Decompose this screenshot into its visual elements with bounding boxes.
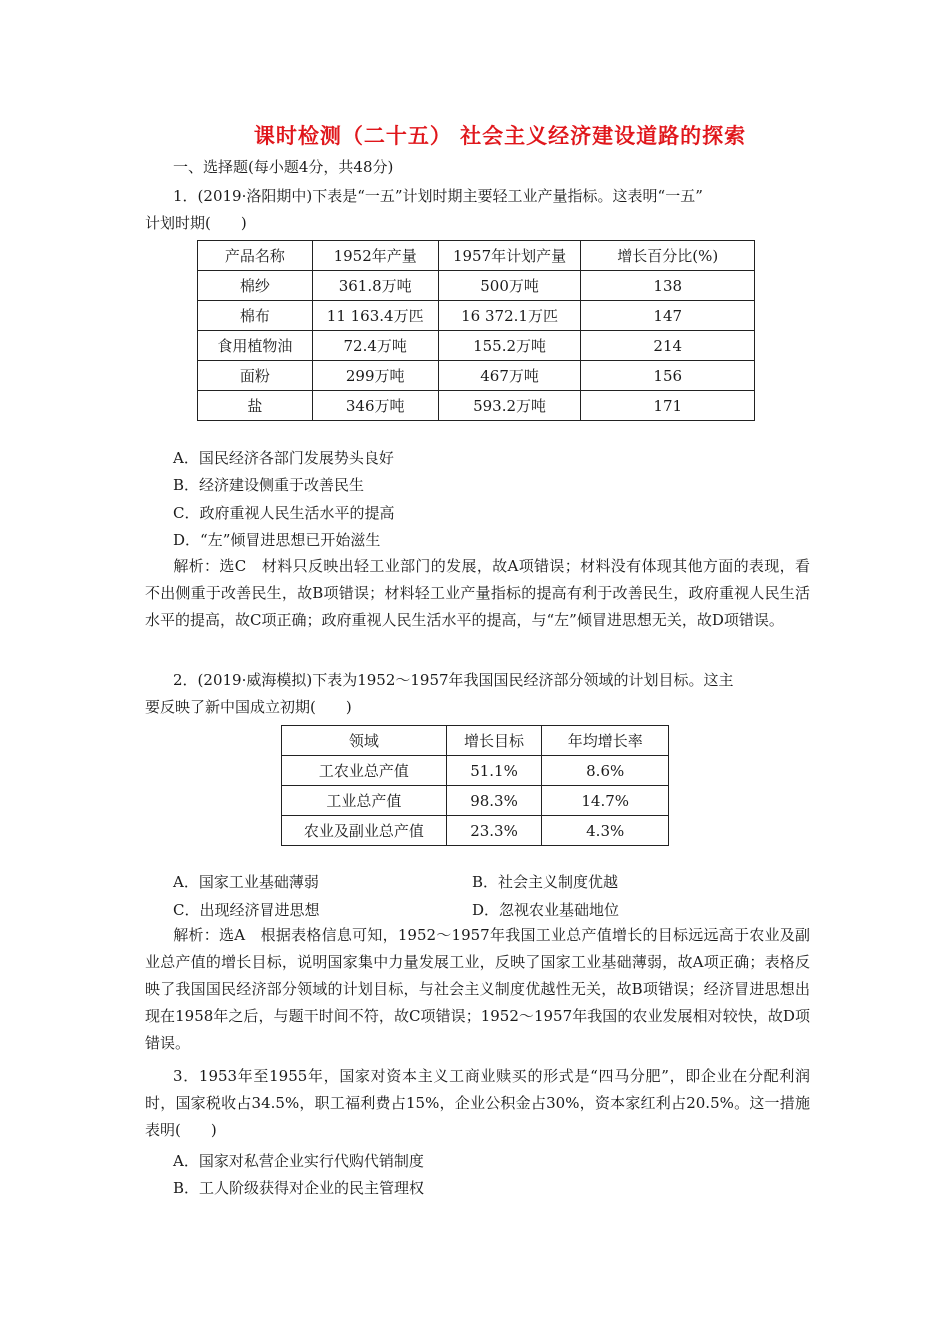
table-cell: 214 (581, 331, 755, 361)
table-cell: 171 (581, 391, 755, 421)
table-cell: 工农业总产值 (282, 756, 447, 786)
q2-option-b: B．社会主义制度优越 (472, 873, 619, 891)
table-header-row (198, 241, 755, 271)
section-heading: 一、选择题(每小题4分，共48分) (173, 158, 394, 176)
table-header-cell: 年均增长率 (542, 726, 669, 756)
q2-option-a: A．国家工业基础薄弱 (173, 873, 319, 891)
q1-table (197, 240, 755, 421)
table-cell: 盐 (198, 391, 313, 421)
table-row (198, 361, 755, 391)
table-cell: 155.2万吨 (438, 331, 581, 361)
table-cell: 棉纱 (198, 271, 313, 301)
table-cell: 361.8万吨 (312, 271, 438, 301)
table-header-cell: 1952年产量 (312, 241, 438, 271)
table-cell: 8.6% (542, 756, 669, 786)
table-header-cell: 产品名称 (198, 241, 313, 271)
q2-stem-line1: 2．(2019·威海模拟)下表为1952～1957年我国国民经济部分领域的计划目标。这主 (173, 671, 734, 689)
q2-analysis: 解析：选A 根据表格信息可知，1952～1957年我国工业总产值增长的目标远远高于农业及副业总产值的增长目标，说明国家集中力量发展工业，反映了国家工业基础薄弱，故A项正确；表格反映了我国国民经济部分领域的计划目标，与社会主义制度优越性无关，故B项错误；经济冒进思想出现在1958年之后，与题干时间不符，故C项错误；1952～1957年我国的农业发展相对较快，故D项错误。 (145, 926, 810, 1052)
table-cell: 72.4万吨 (312, 331, 438, 361)
table-cell: 农业及副业总产值 (282, 816, 447, 846)
table-cell: 食用植物油 (198, 331, 313, 361)
table-cell: 工业总产值 (282, 786, 447, 816)
q1-option-a: A．国民经济各部门发展势头良好 (173, 449, 394, 467)
table-header-cell: 1957年计划产量 (438, 241, 581, 271)
q1-option-b: B．经济建设侧重于改善民生 (173, 476, 365, 494)
table-cell: 棉布 (198, 301, 313, 331)
table-cell: 299万吨 (312, 361, 438, 391)
table-row (198, 301, 755, 331)
table-cell: 51.1% (446, 756, 542, 786)
q3-option-a: A．国家对私营企业实行代购代销制度 (173, 1152, 424, 1170)
q2-option-d: D．忽视农业基础地位 (472, 901, 620, 919)
q2-option-c: C．出现经济冒进思想 (173, 901, 320, 919)
table-cell: 138 (581, 271, 755, 301)
table-cell: 500万吨 (438, 271, 581, 301)
q1-stem-line1: 1．(2019·洛阳期中)下表是“一五”计划时期主要轻工业产量指标。这表明“一五” (173, 187, 703, 205)
table-row (198, 331, 755, 361)
table-cell: 467万吨 (438, 361, 581, 391)
page-title: 课时检测（二十五） 社会主义经济建设道路的探索 (253, 124, 747, 148)
table-row (198, 391, 755, 421)
table-cell: 156 (581, 361, 755, 391)
table-header-cell: 增长目标 (446, 726, 542, 756)
table-cell: 11 163.4万匹 (312, 301, 438, 331)
q1-analysis: 解析：选C 材料只反映出轻工业部门的发展，故A项错误；材料没有体现其他方面的表现，看不出侧重于改善民生，故B项错误；材料轻工业产量指标的提高有利于改善民生，政府重视人民生活水平的提高，故C项正确；政府重视人民生活水平的提高，与“左”倾冒进思想无关，故D项错误。 (145, 557, 810, 629)
table-row (198, 271, 755, 301)
table-cell: 16 372.1万匹 (438, 301, 581, 331)
table-header-cell: 增长百分比(%) (581, 241, 755, 271)
table-cell: 98.3% (446, 786, 542, 816)
q3-option-b: B．工人阶级获得对企业的民主管理权 (173, 1179, 425, 1197)
q1-option-d: D．“左”倾冒进思想已开始滋生 (173, 531, 381, 549)
table-cell: 593.2万吨 (438, 391, 581, 421)
q2-table (281, 725, 669, 846)
table-cell: 346万吨 (312, 391, 438, 421)
table-row (282, 786, 669, 816)
q3-stem: 3．1953年至1955年，国家对资本主义工商业赎买的形式是“四马分肥”，即企业在分配利润时，国家税收占34.5%，职工福利费占15%，企业公积金占30%，资本家红利占20.5%。这一措施表明( ) (145, 1067, 810, 1139)
table-row (282, 816, 669, 846)
q2-stem-line2: 要反映了新中国成立初期( ) (145, 698, 352, 716)
table-cell: 147 (581, 301, 755, 331)
table-cell: 4.3% (542, 816, 669, 846)
table-cell: 23.3% (446, 816, 542, 846)
table-cell: 14.7% (542, 786, 669, 816)
table-cell: 面粉 (198, 361, 313, 391)
q1-option-c: C．政府重视人民生活水平的提高 (173, 504, 395, 522)
table-header-cell: 领域 (282, 726, 447, 756)
table-row (282, 756, 669, 786)
q1-stem-line2: 计划时期( ) (145, 214, 247, 232)
table-header-row (282, 726, 669, 756)
